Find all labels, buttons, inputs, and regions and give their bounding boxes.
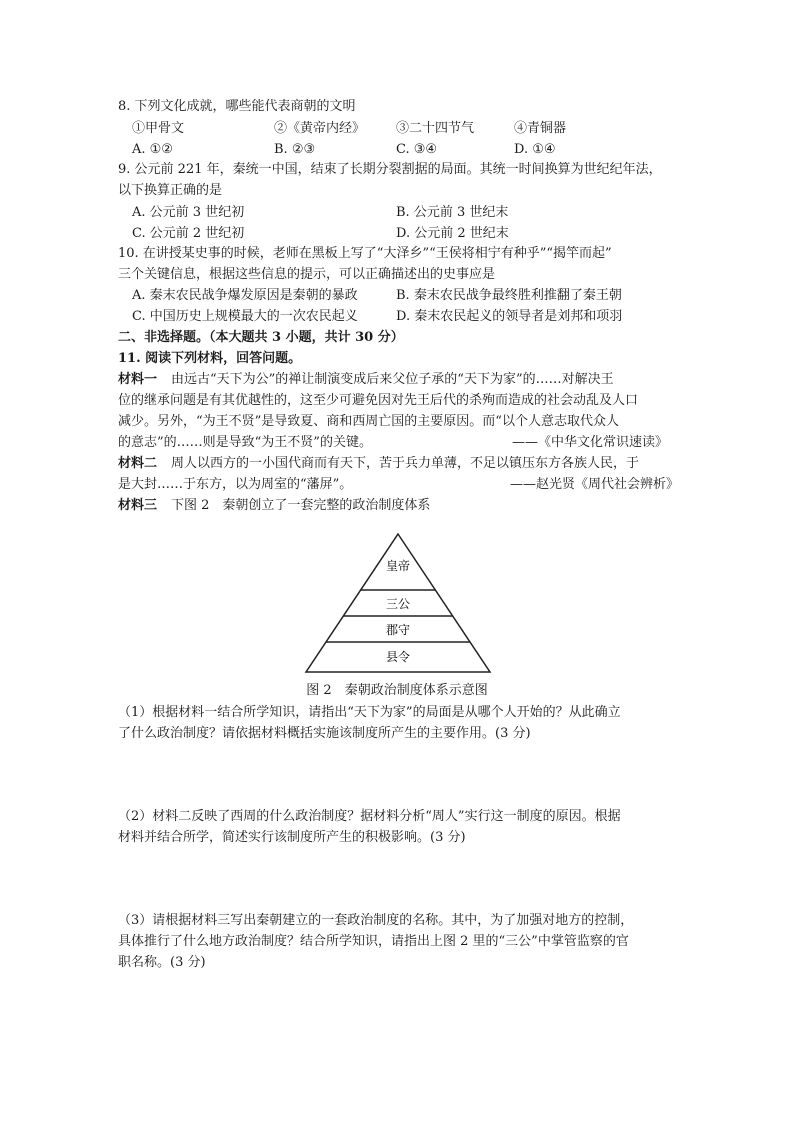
material1-label: 材料一 xyxy=(118,372,158,387)
pyramid-level-emperor: 皇帝 xyxy=(385,559,411,573)
q8-stem: 8. 下列文化成就，哪些能代表商朝的文明 xyxy=(118,99,356,114)
q10-option-a: A. 秦末农民战争爆发原因是秦朝的暴政 xyxy=(132,288,358,303)
sub3-line1: （3）请根据材料三写出秦朝建立的一套政治制度的名称。其中，为了加强对地方的控制， xyxy=(118,913,634,928)
q10-option-d: D. 秦末农民起义的领导者是刘邦和项羽 xyxy=(396,309,623,324)
q10-option-c: C. 中国历史上规模最大的一次农民起义 xyxy=(132,309,358,324)
q10-stem-line1: 10. 在讲授某史事的时候，老师在黑板上写了“大泽乡”“王侯将相宁有种乎”“揭竿而起” xyxy=(118,246,612,261)
material1-line3: 减少。另外，“为王不贤”是导致夏、商和西周亡国的主要原因。而“以个人意志取代众人 xyxy=(118,414,619,429)
sub1-line1: （1）根据材料一结合所学知识，请指出“天下为家”的局面是从哪个人开始的？从此确立 xyxy=(118,705,621,720)
sub1-line2: 了什么政治制度？请依据材料概括实施该制度所产生的主要作用。(3 分) xyxy=(118,726,531,741)
pyramid-level-commandery: 郡守 xyxy=(385,623,411,637)
qin-political-system-pyramid xyxy=(300,530,496,680)
q9-option-d: D. 公元前 2 世纪末 xyxy=(396,226,509,241)
sub2-line2: 材料并结合所学，简述实行该制度所产生的积极影响。(3 分) xyxy=(118,830,466,845)
material2-line2: 是大封……于东方，以为周室的“藩屏”。 xyxy=(118,477,353,492)
material2-line1 xyxy=(118,455,639,473)
q8-item-1: ①甲骨文 xyxy=(132,121,185,136)
material1-line4: 的意志”的……则是导致“为王不贤”的关键。 xyxy=(118,435,372,450)
material3-line xyxy=(118,497,430,515)
material2-text-1: 周人以西方的一小国代商而有天下，苦于兵力单薄，不足以镇压东方各族人民，于 xyxy=(171,456,640,471)
q8-item-2: ②《黄帝内经》 xyxy=(274,121,366,136)
material2-source: ——赵光贤《周代社会辨析》 xyxy=(510,477,680,492)
material1-text-1: 由远古“天下为公”的禅让制演变成后来父位子承的“天下为家”的……对解决王 xyxy=(171,372,614,387)
q8-option-b: B. ②③ xyxy=(274,142,316,157)
sub2-line1: （2）材料二反映了西周的什么政治制度？据材料分析“周人”实行这一制度的原因。根据 xyxy=(118,809,621,824)
q8-option-c: C. ③④ xyxy=(396,142,438,157)
q9-option-a: A. 公元前 3 世纪初 xyxy=(132,205,245,220)
q8-item-3: ③二十四节气 xyxy=(396,121,475,136)
material1-source: ——《中华文化常识速读》 xyxy=(512,435,669,450)
figure-caption: 图 2 秦朝政治制度体系示意图 xyxy=(306,683,488,698)
q9-option-c: C. 公元前 2 世纪初 xyxy=(132,226,245,241)
material2-label: 材料二 xyxy=(118,456,158,471)
pyramid-level-three-dukes: 三公 xyxy=(385,597,411,611)
q8-option-d: D. ①④ xyxy=(514,142,556,157)
q8-item-4: ④青铜器 xyxy=(514,121,567,136)
material3-label: 材料三 xyxy=(118,498,158,513)
q9-stem-line2: 以下换算正确的是 xyxy=(118,183,223,198)
pyramid-level-county: 县令 xyxy=(385,650,411,664)
sub3-line2: 具体推行了什么地方政治制度？结合所学知识，请指出上图 2 里的“三公”中掌管监察的官 xyxy=(118,934,629,949)
section-heading: 二、非选择题。（本大题共 3 小题，共计 30 分） xyxy=(118,330,404,345)
q11-title: 11. 阅读下列材料，回答问题。 xyxy=(118,351,302,366)
q9-option-b: B. 公元前 3 世纪末 xyxy=(396,205,509,220)
q8-option-a: A. ①② xyxy=(132,142,173,157)
q9-stem-line1: 9. 公元前 221 年，秦统一中国，结束了长期分裂割据的局面。其统一时间换算为世纪纪年法， xyxy=(118,162,662,177)
material3-text: 下图 2 秦朝创立了一套完整的政治制度体系 xyxy=(171,498,431,513)
q10-option-b: B. 秦末农民战争最终胜利推翻了秦王朝 xyxy=(396,288,622,303)
q10-stem-line2: 三个关键信息，根据这些信息的提示，可以正确描述出的史事应是 xyxy=(118,267,496,282)
material1-line2: 位的继承问题是有其优越性的，这至少可避免因对先王后代的杀殉而造成的社会动乱及人口 xyxy=(118,393,639,408)
sub3-line3: 职名称。(3 分) xyxy=(118,955,206,970)
material1-line1 xyxy=(118,371,614,389)
